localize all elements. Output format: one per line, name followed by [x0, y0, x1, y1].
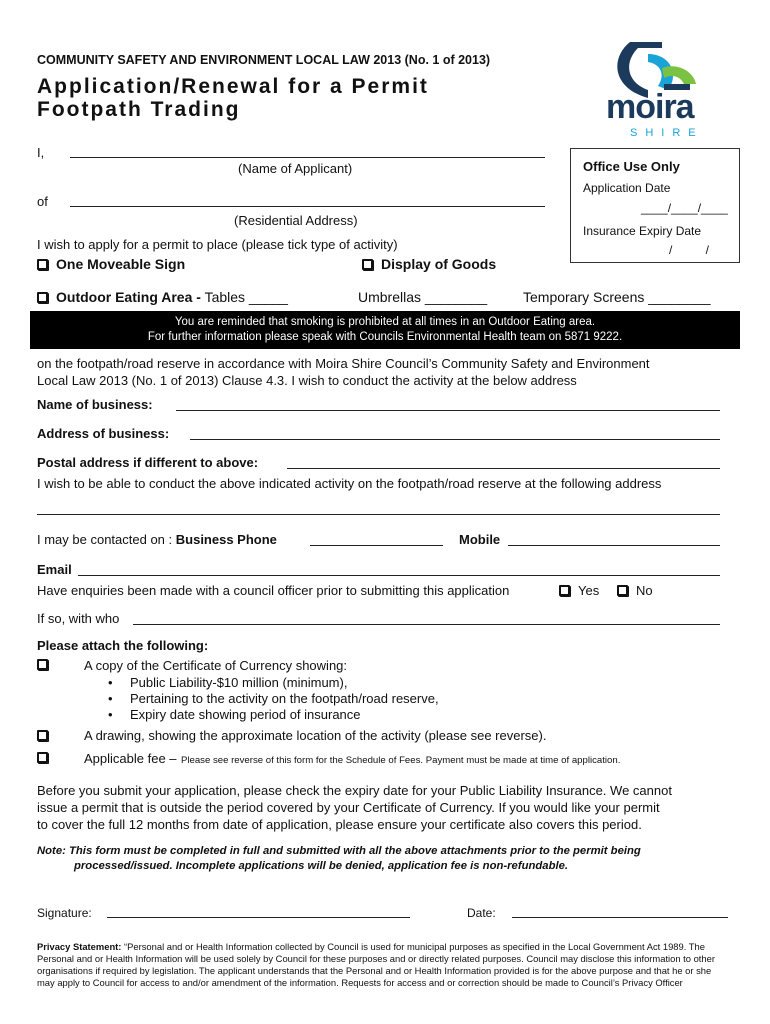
- attach-checkbox-1[interactable]: [37, 656, 56, 674]
- logo-wordmark: moira: [606, 88, 694, 126]
- note-line-2: processed/issued. Incomplete applications will be denied, application fee is non-refundable.: [74, 860, 569, 872]
- tables-field[interactable]: Tables _____: [204, 289, 288, 305]
- applicant-prefix: I,: [37, 145, 45, 160]
- checkbox-icon[interactable]: [37, 730, 48, 741]
- date-label: Date:: [467, 906, 496, 920]
- applicant-name-field[interactable]: [70, 157, 545, 158]
- list-item: • Public Liability-$10 million (minimum),: [100, 675, 439, 691]
- contact-row: [37, 532, 277, 547]
- office-use-box: [570, 148, 740, 263]
- no-label: No: [636, 583, 653, 598]
- insurance-expiry-label: Insurance Expiry Date: [583, 224, 702, 238]
- checkbox-icon[interactable]: [37, 659, 48, 670]
- signature-label: Signature:: [37, 906, 92, 920]
- business-name-field[interactable]: [176, 410, 720, 411]
- privacy-label: Privacy Statement:: [37, 941, 122, 952]
- business-phone-field[interactable]: [310, 545, 443, 546]
- smoking-notice: [30, 311, 740, 349]
- law-title: COMMUNITY SAFETY AND ENVIRONMENT LOCAL LAW 2013 (No. 1 of 2013): [37, 53, 491, 67]
- enquiries-text: Have enquiries been made with a council officer prior to submitting this application: [37, 583, 510, 598]
- checkbox-icon[interactable]: [362, 259, 373, 270]
- email-field[interactable]: [78, 575, 720, 576]
- checkbox-icon[interactable]: [617, 585, 628, 596]
- logo-shire: SHIRE: [630, 127, 704, 139]
- notice-line-2: For further information please speak with Councils Environmental Health team on 5871 9222.: [147, 331, 623, 343]
- with-who-label: If so, with who: [37, 611, 120, 626]
- attach-item-3: [84, 750, 620, 768]
- screens-field[interactable]: Temporary Screens ________: [523, 289, 711, 305]
- application-date-label: Application Date: [583, 181, 671, 195]
- note: [37, 844, 641, 874]
- attach-title: Please attach the following:: [37, 638, 209, 653]
- option-outdoor-eating[interactable]: [37, 289, 288, 305]
- with-who-field[interactable]: [133, 624, 720, 625]
- attach-item-3-main: Applicable fee –: [84, 751, 177, 766]
- attach-checkbox-2[interactable]: [37, 727, 56, 745]
- list-item: • Expiry date showing period of insurance: [100, 707, 439, 723]
- yes-option[interactable]: [559, 583, 599, 598]
- privacy-statement: [37, 941, 727, 989]
- checkbox-icon[interactable]: [37, 752, 48, 763]
- mobile-field[interactable]: [508, 545, 720, 546]
- attach-item-2: A drawing, showing the approximate location of the activity (please see reverse).: [84, 728, 547, 743]
- option-moveable-sign-label: One Moveable Sign: [56, 256, 186, 272]
- mobile-label: Mobile: [459, 532, 501, 547]
- attach-item-1: A copy of the Certificate of Currency showing:: [84, 658, 348, 673]
- notice-line-1: You are reminded that smoking is prohibited at all times in an Outdoor Eating area.: [174, 316, 596, 328]
- date-field[interactable]: [512, 917, 728, 918]
- title-line-1: Application/Renewal for a Permit: [37, 75, 429, 98]
- checkbox-icon[interactable]: [37, 259, 48, 270]
- option-display-goods[interactable]: [362, 256, 496, 272]
- signature-field[interactable]: [107, 917, 410, 918]
- contact-prefix: I may be contacted on :: [37, 532, 173, 547]
- office-use-title: Office Use Only: [583, 159, 680, 174]
- attach-bullets: [100, 675, 439, 723]
- business-phone-label: Business Phone: [175, 532, 277, 547]
- note-line-1: Note: This form must be completed in full and submitted with all the above attachments prior to the permit being: [37, 845, 641, 857]
- conduct-address-field[interactable]: [37, 514, 720, 515]
- attach-checkbox-3[interactable]: [37, 749, 56, 767]
- insurance-paragraph: [37, 782, 672, 833]
- business-address-label: Address of business:: [37, 426, 170, 441]
- residential-address-field[interactable]: [70, 206, 545, 207]
- checkbox-icon[interactable]: [37, 292, 48, 303]
- privacy-text: “Personal and or Health Information collected by Council is used for municipal purposes as specified in the Local Government Act 1989. The Personal and or Health Information will be used solely by Council for these purposes and or directly related purposes. Council may disclose this information to other organisations if required by legislation. The applicant understands that the Personal and or Health Information provided is for the above purpose and that he or she may apply to Council for access to and/or amendment of the information. Requests for access and or correction should be made to Council’s Privacy Officer: [37, 941, 715, 988]
- umbrellas-field[interactable]: Umbrellas ________: [358, 289, 488, 305]
- list-item: • Pertaining to the activity on the footpath/road reserve,: [100, 691, 439, 707]
- applicant-name-caption: (Name of Applicant): [238, 161, 353, 176]
- residential-address-caption: (Residential Address): [234, 213, 358, 228]
- option-display-goods-label: Display of Goods: [381, 256, 497, 272]
- conduct-text: I wish to be able to conduct the above indicated activity on the footpath/road reserve at the following address: [37, 476, 662, 491]
- enquiries-row: [37, 583, 509, 598]
- outdoor-eating-label: Outdoor Eating Area -: [56, 289, 201, 305]
- insurance-line-1: Before you submit your application, please check the expiry date for your Public Liability Insurance. We cannot: [37, 783, 672, 798]
- page-title: [37, 75, 429, 121]
- postal-address-label: Postal address if different to above:: [37, 455, 259, 470]
- business-address-field[interactable]: [190, 439, 720, 440]
- attach-item-3-small: Please see reverse of this form for the Schedule of Fees. Payment must be made at time of application.: [180, 755, 621, 766]
- reserve-line-1: on the footpath/road reserve in accordance with Moira Shire Council’s Community Safety and Environment: [37, 356, 650, 371]
- postal-address-field[interactable]: [287, 468, 720, 469]
- business-name-label: Name of business:: [37, 397, 153, 412]
- of-label: of: [37, 194, 48, 209]
- title-line-2: Footpath Trading: [37, 98, 241, 121]
- reserve-paragraph: [37, 355, 650, 389]
- application-date-field[interactable]: ____/____/____: [641, 201, 728, 215]
- insurance-line-2: issue a permit that is outside the period covered by your Certificate of Currency. If you would like your permit: [37, 800, 660, 815]
- reserve-line-2: Local Law 2013 (No. 1 of 2013) Clause 4.3. I wish to conduct the activity at the below address: [37, 373, 577, 388]
- activity-intro: I wish to apply for a permit to place (please tick type of activity): [37, 237, 398, 252]
- yes-label: Yes: [578, 583, 600, 598]
- insurance-expiry-field[interactable]: / /: [669, 243, 710, 257]
- no-option[interactable]: [617, 583, 653, 598]
- option-moveable-sign[interactable]: [37, 256, 185, 272]
- email-label: Email: [37, 562, 72, 577]
- checkbox-icon[interactable]: [559, 585, 570, 596]
- insurance-line-3: to cover the full 12 months from date of application, please ensure your certificate also covers this period.: [37, 817, 642, 832]
- moira-shire-logo: [600, 38, 740, 143]
